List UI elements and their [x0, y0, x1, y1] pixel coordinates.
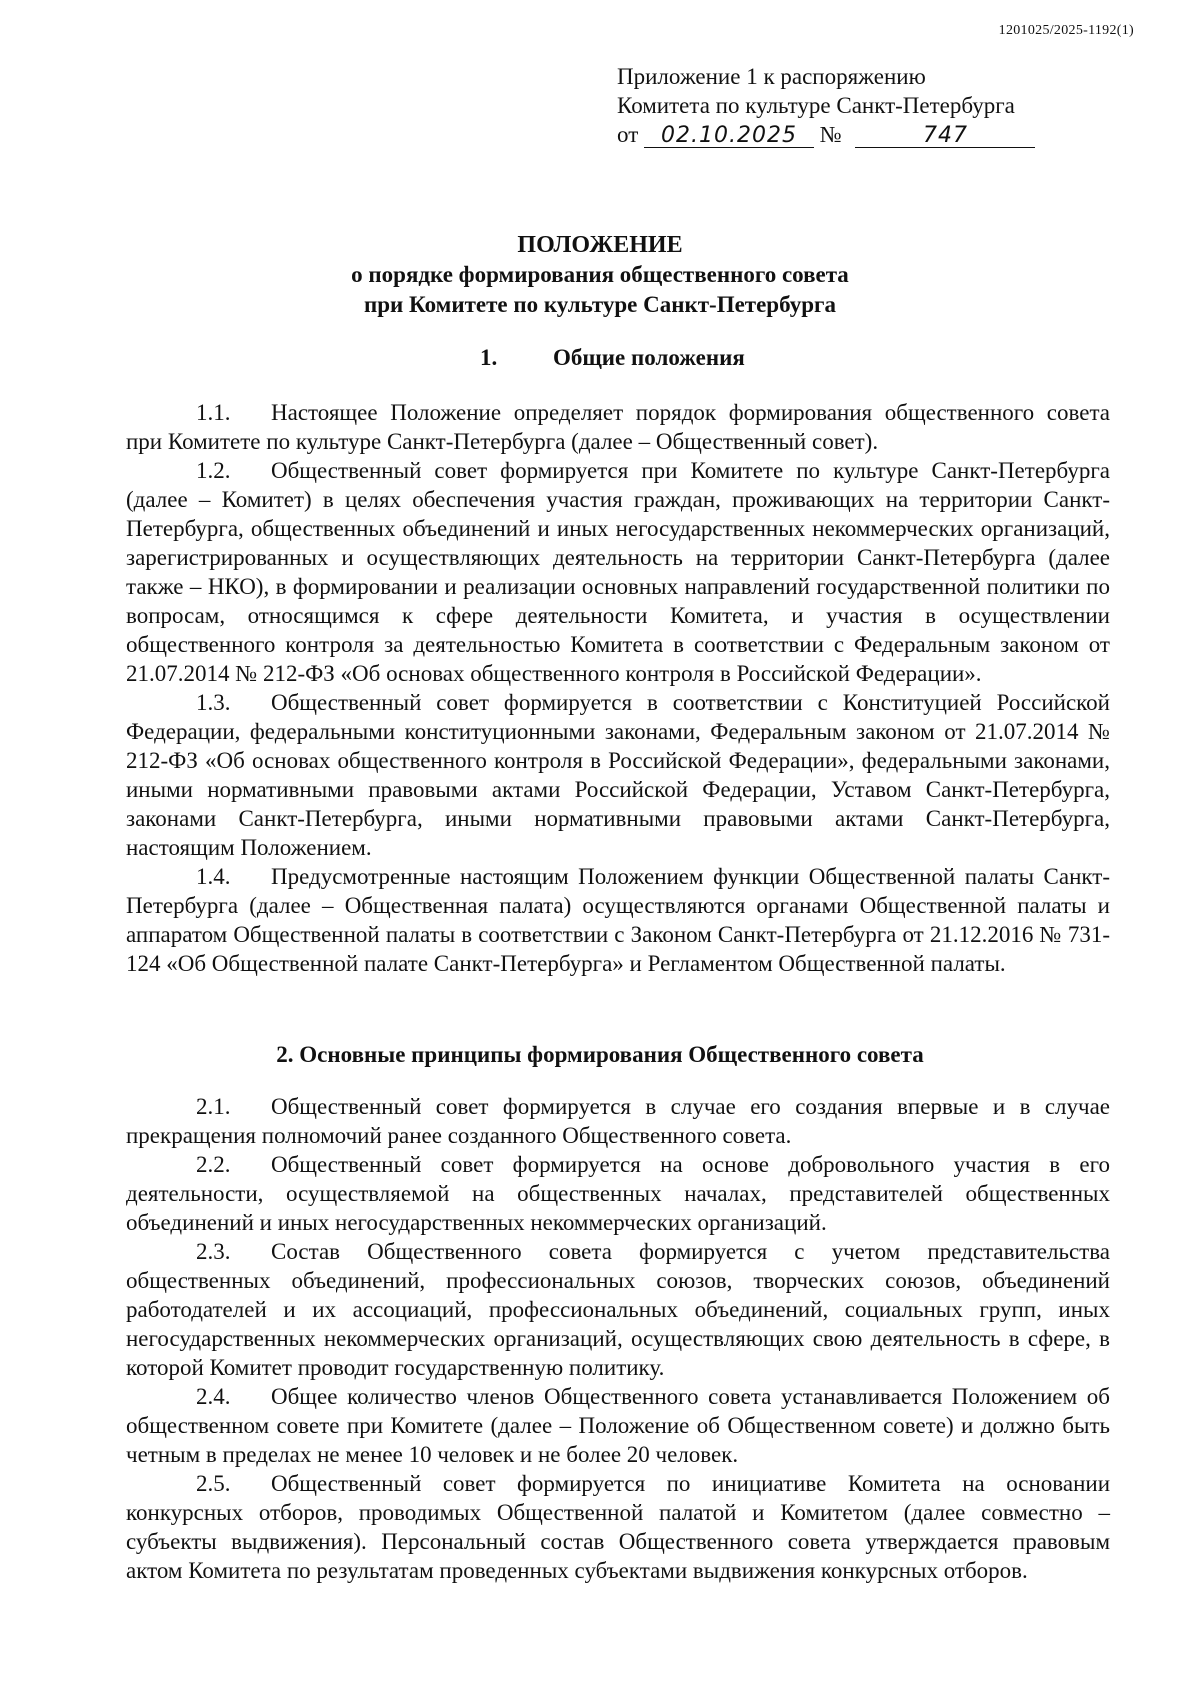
section-2-body — [126, 1092, 1110, 1585]
paragraph-1-2 — [126, 456, 1110, 688]
paragraph-number: 1.1. — [196, 400, 231, 425]
from-label: от — [617, 122, 639, 147]
paragraph-text: Общественный совет формируется в соответствии с Конституцией Российской Федерации, федеральными конституционными законами, Федеральным законом от 21.07.2014 № 212-ФЗ «Об основах общественного контроля в Российской Федерации», федеральными законами, иными нормативными правовыми актами Российской Федерации, Уставом Санкт-Петербурга, законами Санкт-Петербурга, иными нормативными правовыми актами Санкт-Петербурга, настоящим Положением. — [126, 690, 1110, 860]
paragraph-number: 2.2. — [196, 1152, 231, 1177]
paragraph-number: 2.4. — [196, 1384, 231, 1409]
paragraph-2-4 — [126, 1382, 1110, 1469]
section-1-title: Общие положения — [553, 345, 745, 370]
appendix-header — [617, 62, 1117, 149]
appendix-date-number-row — [617, 120, 1117, 149]
paragraph-number: 1.3. — [196, 690, 231, 715]
paragraph-1-1 — [126, 398, 1110, 456]
paragraph-number: 2.1. — [196, 1094, 231, 1119]
paragraph-text: Общественный совет формируется на основе добровольного участия в его деятельности, осуществляемой на общественных началах, представителей общественных объединений и иных негосударственных некоммерческих организаций. — [126, 1152, 1110, 1235]
paragraph-text: Настоящее Положение определяет порядок формирования общественного совета при Комитете по культуре Санкт-Петербурга (далее – Общественный совет). — [126, 400, 1110, 454]
paragraph-number: 1.4. — [196, 864, 231, 889]
section-1-body — [126, 398, 1110, 978]
document-registration-number: 1201025/2025-1192(1) — [998, 23, 1134, 38]
section-1-number: 1. — [480, 345, 498, 370]
section-2-heading: 2. Основные принципы формирования Общественного совета — [276, 1042, 924, 1067]
paragraph-2-1 — [126, 1092, 1110, 1150]
paragraph-2-2 — [126, 1150, 1110, 1237]
appendix-line-2: Комитета по культуре Санкт-Петербурга — [617, 93, 1015, 118]
document-title: ПОЛОЖЕНИЕ — [517, 232, 683, 258]
paragraph-number: 1.2. — [196, 458, 231, 483]
paragraph-text: Предусмотренные настоящим Положением функции Общественной палаты Санкт-Петербурга (далее – Общественная палата) осуществляются органами Общественной палаты и аппаратом Общественной палаты в соответствии с Законом Санкт-Петербурга от 21.12.2016 № 731-124 «Об Общественной палате Санкт-Петербурга» и Регламентом Общественной палаты. — [126, 864, 1110, 976]
paragraph-text: Общественный совет формируется по инициативе Комитета на основании конкурсных отборов, проводимых Общественной палатой и Комитетом (далее совместно – субъекты выдвижения). Персональный состав Общественного совета утверждается правовым актом Комитета по результатам проведенных субъектами выдвижения конкурсных отборов. — [126, 1471, 1110, 1583]
paragraph-2-5 — [126, 1469, 1110, 1585]
appendix-line-1: Приложение 1 к распоряжению — [617, 64, 926, 89]
document-subtitle-line-2: при Комитете по культуре Санкт-Петербурга — [364, 292, 836, 317]
paragraph-1-3 — [126, 688, 1110, 862]
paragraph-number: 2.5. — [196, 1471, 231, 1496]
paragraph-1-4 — [126, 862, 1110, 978]
paragraph-2-3 — [126, 1237, 1110, 1382]
number-label: № — [819, 122, 842, 147]
document-title-block — [0, 230, 1200, 320]
paragraph-text: Состав Общественного совета формируется с учетом представительства общественных объединений, профессиональных союзов, творческих союзов, объединений работодателей и их ассоциаций, профессиональных объединений, социальных групп, иных негосударственных некоммерческих организаций, осуществляющих свою деятельность в сфере, в которой Комитет проводит государственную политику. — [126, 1239, 1110, 1380]
paragraph-text: Общественный совет формируется при Комитете по культуре Санкт-Петербурга (далее – Комитет) в целях обеспечения участия граждан, проживающих на территории Санкт-Петербурга, общественных объединений и иных негосударственных некоммерческих организаций, зарегистрированных и осуществляющих деятельность на территории Санкт-Петербурга (далее также – НКО), в формировании и реализации основных направлений государственной политики по вопросам, относящимся к сфере деятельности Комитета, и участия в осуществлении общественного контроля за деятельностью Комитета в соответствии с Федеральным законом от 21.07.2014 № 212-ФЗ «Об основах общественного контроля в Российской Федерации». — [126, 458, 1110, 686]
paragraph-number: 2.3. — [196, 1239, 231, 1264]
document-subtitle-line-1: о порядке формирования общественного совета — [351, 262, 849, 287]
paragraph-text: Общественный совет формируется в случае его создания впервые и в случае прекращения полномочий ранее созданного Общественного совета. — [126, 1094, 1110, 1148]
paragraph-text: Общее количество членов Общественного совета устанавливается Положением об общественном совете при Комитете (далее – Положение об Общественном совете) и должно быть четным в пределах не менее 10 человек и не более 20 человек. — [126, 1384, 1110, 1467]
handwritten-date: 02.10.2025 — [644, 125, 814, 148]
handwritten-number: 747 — [855, 125, 1035, 148]
